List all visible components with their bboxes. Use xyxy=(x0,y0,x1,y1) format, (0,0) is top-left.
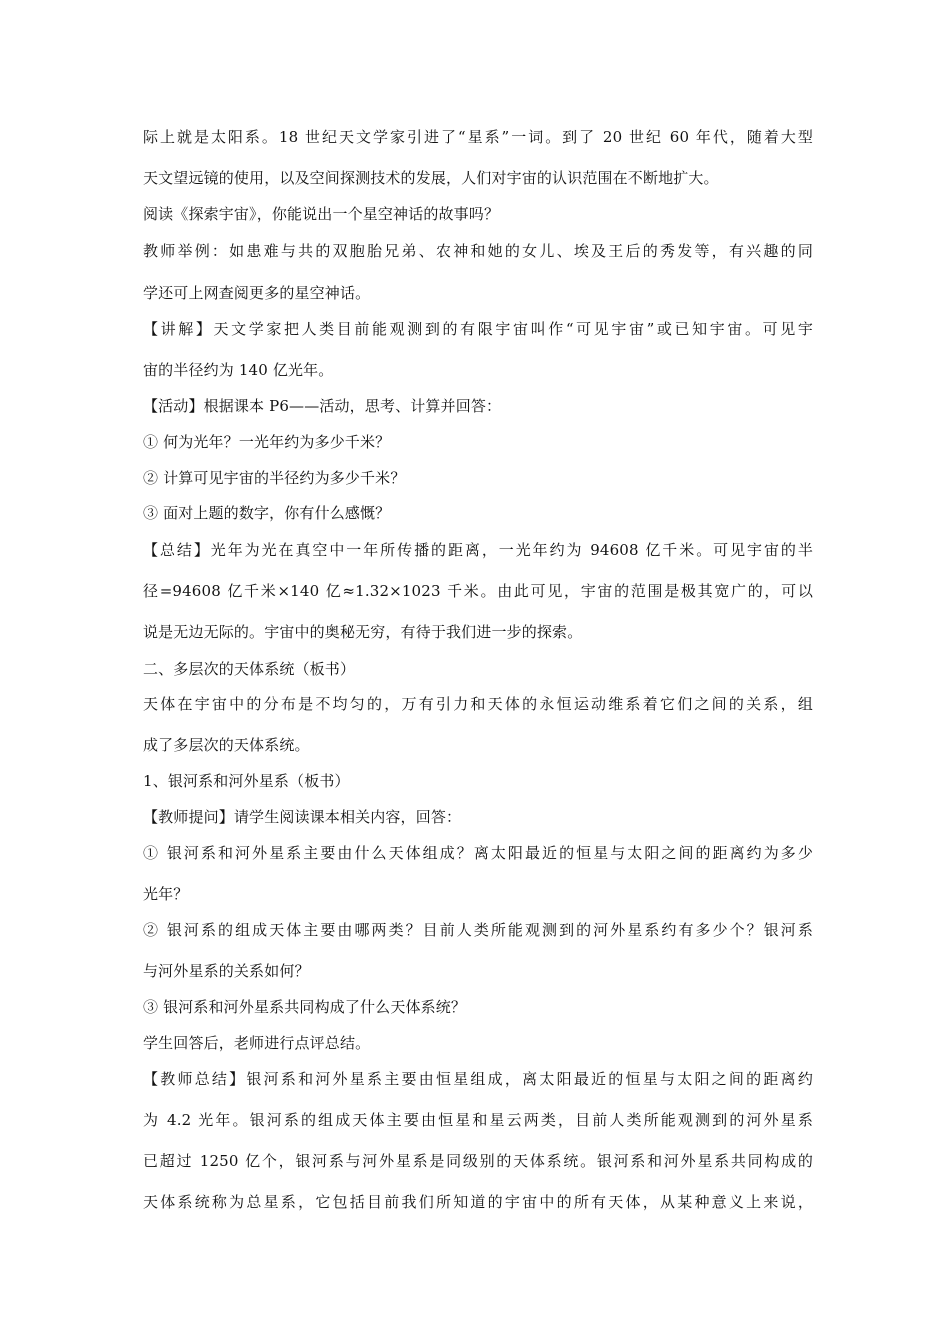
text-line: 际上就是太阳系。18 世纪天文学家引进了“星系”一词。到了 20 世纪 60 年代，随着大型 xyxy=(143,128,813,146)
text-line: 【总结】光年为光在真空中一年所传播的距离，一光年约为 94608 亿千米。可见宇宙的半 xyxy=(143,541,813,559)
text-line: 已超过 1250 亿个，银河系与河外星系是同级别的天体系统。银河系和河外星系共同构成的 xyxy=(143,1152,813,1170)
text-line: ② 银河系的组成天体主要由哪两类？目前人类所能观测到的河外星系约有多少个？银河系 xyxy=(143,921,813,939)
text-line: 说是无边无际的。宇宙中的奥秘无穷，有待于我们进一步的探索。 xyxy=(143,623,583,641)
text-line: 学还可上网查阅更多的星空神话。 xyxy=(143,284,371,302)
text-line: 天体系统称为总星系，它包括目前我们所知道的宇宙中的所有天体，从某种意义上来说， xyxy=(143,1193,813,1211)
text-line: 径=94608 亿千米×140 亿≈1.32×1023 千米。由此可见，宇宙的范围是极其宽广的，可以 xyxy=(143,582,813,600)
text-line: ③ 面对上题的数字，你有什么感慨？ xyxy=(143,504,391,522)
text-line: ① 何为光年？一光年约为多少千米？ xyxy=(143,433,391,451)
text-line: 【讲解】天文学家把人类目前能观测到的有限宇宙叫作“可见宇宙”或已知宇宙。可见宇 xyxy=(143,320,813,338)
text-line: 与河外星系的关系如何？ xyxy=(143,962,310,980)
text-line: 阅读《探索宇宙》，你能说出一个星空神话的故事吗？ xyxy=(143,205,500,223)
text-line: ① 银河系和河外星系主要由什么天体组成？离太阳最近的恒星与太阳之间的距离约为多少 xyxy=(143,844,813,862)
text-line: 【教师提问】请学生阅读课本相关内容，回答： xyxy=(143,808,462,826)
text-line: 【活动】根据课本 P6——活动，思考、计算并回答： xyxy=(143,397,502,415)
text-line: 为 4.2 光年。银河系的组成天体主要由恒星和星云两类，目前人类所能观测到的河外星系 xyxy=(143,1111,813,1129)
text-line: 成了多层次的天体系统。 xyxy=(143,736,310,754)
section-heading: 二、多层次的天体系统（板书） xyxy=(143,660,356,678)
text-line: 学生回答后，老师进行点评总结。 xyxy=(143,1034,371,1052)
text-line: 【教师总结】银河系和河外星系主要由恒星组成，离太阳最近的恒星与太阳之间的距离约 xyxy=(143,1070,813,1088)
section-heading: 1、银河系和河外星系（板书） xyxy=(143,772,350,790)
text-line: 光年？ xyxy=(143,885,189,903)
text-line: 宙的半径约为 140 亿光年。 xyxy=(143,361,334,379)
text-line: 教师举例：如患难与共的双胞胎兄弟、农神和她的女儿、埃及王后的秀发等，有兴趣的同 xyxy=(143,242,813,260)
text-line: ② 计算可见宇宙的半径约为多少千米？ xyxy=(143,469,406,487)
text-line: ③ 银河系和河外星系共同构成了什么天体系统？ xyxy=(143,998,467,1016)
text-line: 天体在宇宙中的分布是不均匀的，万有引力和天体的永恒运动维系着它们之间的关系，组 xyxy=(143,695,813,713)
text-line: 天文望远镜的使用，以及空间探测技术的发展，人们对宇宙的认识范围在不断地扩大。 xyxy=(143,169,719,187)
